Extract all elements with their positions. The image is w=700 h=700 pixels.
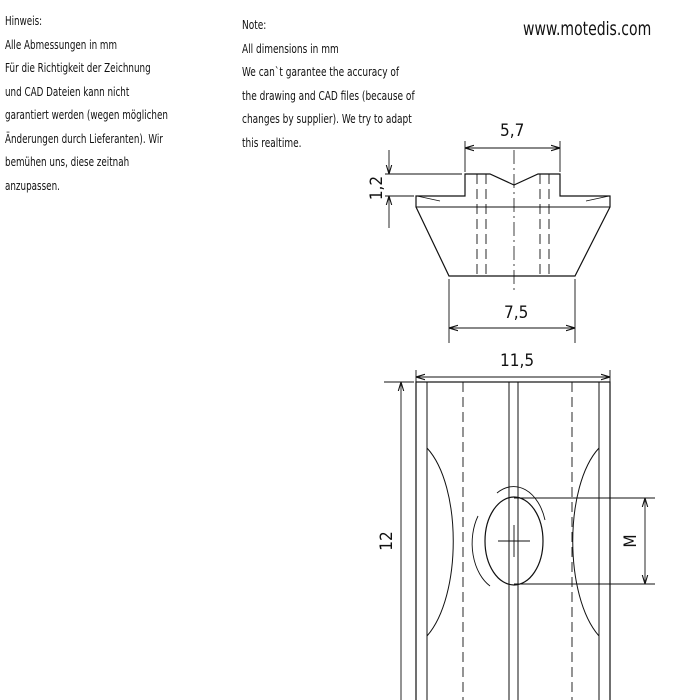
right-slot-arc <box>573 448 599 636</box>
dimension-length-label: 12 <box>377 531 397 551</box>
thread-arc <box>472 516 490 586</box>
note-line: Hinweis: <box>5 13 43 28</box>
dimension-overall-width-label: 11,5 <box>500 351 535 371</box>
note-line: this realtime. <box>242 134 302 150</box>
dimension-step-height <box>385 150 462 228</box>
note-line: changes by supplier). We try to adapt <box>242 111 412 126</box>
dimension-top-width-label: 5,7 <box>500 121 525 141</box>
dimension-bottom-width-label: 7,5 <box>504 303 529 323</box>
top-view <box>416 382 610 700</box>
left-slot-arc <box>427 448 453 636</box>
note-line: und CAD Dateien kann nicht <box>5 83 130 99</box>
note-line: Für die Richtigkeit der Zeichnung <box>5 60 151 75</box>
note-line: Alle Abmessungen in mm <box>5 36 118 52</box>
website-url: www.motedis.com <box>523 18 652 40</box>
front-profile-outline <box>416 174 610 276</box>
front-hidden-lines <box>477 174 549 276</box>
front-view <box>416 150 610 290</box>
dimension-top-width <box>465 141 560 172</box>
note-line: Note: <box>242 17 267 32</box>
dimension-thread-label: M <box>621 534 641 548</box>
note-line: Änderungen durch Lieferanten). Wir <box>5 130 163 146</box>
note-line: anzupassen. <box>5 177 60 193</box>
dimension-overall-width <box>416 370 610 382</box>
note-line: All dimensions in mm <box>242 40 339 56</box>
dimension-step-height-label: 1,2 <box>367 175 387 201</box>
note-line: We can`t garantee the accuracy of <box>242 64 400 79</box>
note-line: bemühen uns, diese zeitnah <box>5 154 130 169</box>
note-line: garantiert werden (wegen möglichen <box>5 107 168 122</box>
note-line: the drawing and CAD files (because of <box>242 87 415 103</box>
